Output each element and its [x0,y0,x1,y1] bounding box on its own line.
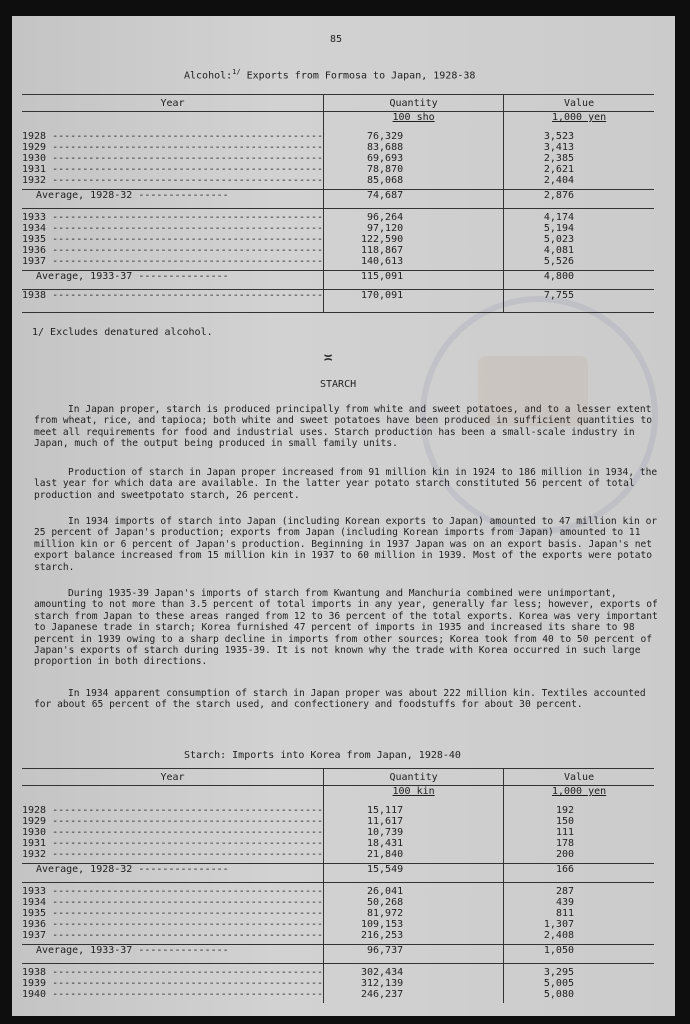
table-cell-value: 5,080 [543,989,574,1000]
table-cell-quantity: 312,139 [360,978,404,989]
table-cell-quantity: 302,434 [360,967,404,978]
table-row-year: 1935 ----- [22,908,323,919]
table2-group-1938-40 [22,964,654,1004]
table-row-year: 1938 ----- [22,967,323,978]
table-cell-value: 4,081 [543,245,574,256]
table-row-year: 1936 ----- [22,245,323,256]
table-cell-value: 2,404 [543,175,574,186]
table-cell-value: 2,385 [543,153,574,164]
average-label: Average, 1928-32 ----- [36,864,229,875]
table-cell-value: 3,413 [543,142,574,153]
table-row-year: 1937 ----- [22,930,323,941]
table-cell-quantity: 69,693 [367,153,404,164]
table-cell-value: 3,295 [543,967,574,978]
table-row-year: 1934 ----- [22,223,323,234]
table-cell-value: 3,523 [543,131,574,142]
average-quantity: 96,737 [324,945,504,964]
table-cell-quantity: 170,091 [324,290,504,313]
table-row-year: 1931 ----- [22,164,323,175]
paragraph: Production of starch in Japan proper increased from 91 million kin in 1924 to 186 million in 1934, the last year for which data are available. In the latter year potato starch constituted 56 percent of total production and sweetpotato starch, 26 percent. [34,467,658,501]
table2-title: Starch: Imports into Korea from Japan, 1928-40 [184,750,461,761]
table-cell-quantity: 246,237 [360,989,404,1000]
table2-header-row [22,769,654,786]
table-cell-value: 192 [555,805,574,816]
table2-average-1933-37 [22,945,654,964]
table1-alcohol-exports [22,94,654,313]
table-cell-quantity: 10,739 [367,827,404,838]
table-cell-value: 111 [555,827,574,838]
table-cell-quantity: 85,068 [367,175,404,186]
paragraph: In 1934 apparent consumption of starch in Japan proper was about 222 million kin. Textiles accounted for about 65 percent of the starch used, and confectionery and foodstuffs for about 30 percent. [34,688,646,711]
table2-starch-imports [22,768,654,1003]
section-title: STARCH [320,379,357,390]
table-row-year: 1932 ----- [22,849,323,860]
table-row-year: 1938 ----- [22,290,323,301]
average-quantity: 15,549 [324,864,504,883]
table1-title [184,68,475,81]
document-page [12,16,675,1016]
average-label: Average, 1933-37 ----- [36,271,229,282]
table-cell-value: 200 [555,849,574,860]
table1-unit-quantity: 100 sho [392,112,435,123]
table1-group-1933-37 [22,209,654,271]
table-cell-quantity: 97,120 [367,223,404,234]
table1-title-rest: Exports from Formosa to Japan, 1928-38 [240,70,476,82]
average-value: 166 [504,864,654,883]
table-cell-quantity: 26,041 [367,886,404,897]
table-cell-value: 4,174 [543,212,574,223]
table-cell-quantity: 96,264 [367,212,404,223]
table-cell-value: 5,005 [543,978,574,989]
table-row-year: 1930 ----- [22,827,323,838]
table-cell-quantity: 15,117 [367,805,404,816]
table1-row-1938 [22,290,654,313]
table-cell-quantity: 122,590 [360,234,404,245]
table-row-year: 1935 ----- [22,234,323,245]
table1-col-year: Year [22,95,324,112]
table-cell-value: 178 [555,838,574,849]
table-row-year: 1928 ----- [22,805,323,816]
table-cell-quantity: 11,617 [367,816,404,827]
paragraph: During 1935-39 Japan's imports of starch from Kwantung and Manchuria combined were unimportant, amounting to not more than 3.5 percent of total imports in any year, generally far less; however, exports of starch from Japan to these areas ranged from 12 to 36 percent of the total exports. Korea was very important to Japanese trade in starch; Korea furnished 47 percent of imports in 1935 and increased its share to 98 percent in 1939 owing to a sharp decline in imports from other sources; Korea took from 40 to 50 percent of Japan's exports of starch during 1935-39. It is not known why the trade with Korea occurred in such large proportion in both directions. [34,588,658,668]
table-row-year: 1930 ----- [22,153,323,164]
average-value: 2,876 [504,190,654,209]
table1-average-1933-37 [22,271,654,290]
table-row-year: 1937 ----- [22,256,323,267]
table-cell-value: 1,307 [543,919,574,930]
table1-footnote: 1/ Excludes denatured alcohol. [32,327,213,338]
table-cell-value: 150 [555,816,574,827]
table2-col-year: Year [22,769,324,786]
table-cell-quantity: 50,268 [367,897,404,908]
table1-header-row [22,95,654,112]
table1-col-quantity: Quantity [324,95,504,112]
table2-col-value: Value [504,769,654,786]
average-quantity: 74,687 [324,190,504,209]
table2-col-quantity: Quantity [324,769,504,786]
table-cell-value: 811 [555,908,574,919]
table-cell-value: 5,526 [543,256,574,267]
table-cell-quantity: 21,840 [367,849,404,860]
table1-col-value: Value [504,95,654,112]
average-quantity: 115,091 [324,271,504,290]
table1-group-1928-32 [22,128,654,190]
table2-units-row [22,786,654,803]
table-cell-value: 5,194 [543,223,574,234]
average-label: Average, 1928-32 ----- [36,190,229,201]
table1-units-row [22,112,654,129]
table-cell-quantity: 109,153 [360,919,404,930]
table-cell-value: 287 [555,886,574,897]
table-row-year: 1939 ----- [22,978,323,989]
table-cell-value: 5,023 [543,234,574,245]
table-row-year: 1932 ----- [22,175,323,186]
table-cell-quantity: 81,972 [367,908,404,919]
table2-average-1928-32 [22,864,654,883]
table-row-year: 1940 ----- [22,989,323,1000]
table-cell-quantity: 18,431 [367,838,404,849]
average-value: 1,050 [504,945,654,964]
ornament-icon: ≍ [324,350,333,366]
table-row-year: 1931 ----- [22,838,323,849]
table-cell-value: 439 [555,897,574,908]
table-cell-quantity: 78,870 [367,164,404,175]
table2-group-1933-37 [22,883,654,945]
table2-unit-value: 1,000 yen [551,786,607,797]
table-cell-quantity: 83,688 [367,142,404,153]
average-value: 4,800 [504,271,654,290]
table1-title-prefix: Alcohol: [184,70,233,82]
table1-unit-value: 1,000 yen [551,112,607,123]
table1-average-1928-32 [22,190,654,209]
table-row-year: 1929 ----- [22,142,323,153]
table-row-year: 1934 ----- [22,897,323,908]
table-cell-quantity: 140,613 [360,256,404,267]
table-row-year: 1933 ----- [22,886,323,897]
table2-group-1928-32 [22,802,654,864]
page-number: 85 [330,34,343,45]
table-row-year: 1928 ----- [22,131,323,142]
paragraph: In Japan proper, starch is produced principally from white and sweet potatoes, and to a lesser extent from wheat, rice, and tapioca; both white and sweet potatoes have been produced in sufficient quantities to meet all requirements for food and industrial uses. Starch production has been a small-scale industry in Japan, much of the output being produced in small family units. [34,404,653,450]
table-cell-value: 7,755 [504,290,654,313]
table-cell-quantity: 216,253 [360,930,404,941]
average-label: Average, 1933-37 ----- [36,945,229,956]
table-cell-quantity: 76,329 [367,131,404,142]
paragraph: In 1934 imports of starch into Japan (including Korean exports to Japan) amounted to 47 million kin or 25 percent of Japan's production; exports from Japan (including Korean imports from Japan) amounted to 11 million kin or 6 percent of Japan's production. Beginning in 1937 Japan was on an export basis. Japan's net export balance increased from 15 million kin in 1937 to 60 million in 1939. Most of the exports were potato starch. [34,516,658,573]
table-cell-quantity: 118,867 [360,245,404,256]
table1-title-note: 1/ [232,68,241,76]
table2-unit-quantity: 100 kin [392,786,435,797]
table-cell-value: 2,621 [543,164,574,175]
table-row-year: 1936 ----- [22,919,323,930]
table-row-year: 1929 ----- [22,816,323,827]
table-cell-value: 2,408 [543,930,574,941]
table-row-year: 1933 ----- [22,212,323,223]
